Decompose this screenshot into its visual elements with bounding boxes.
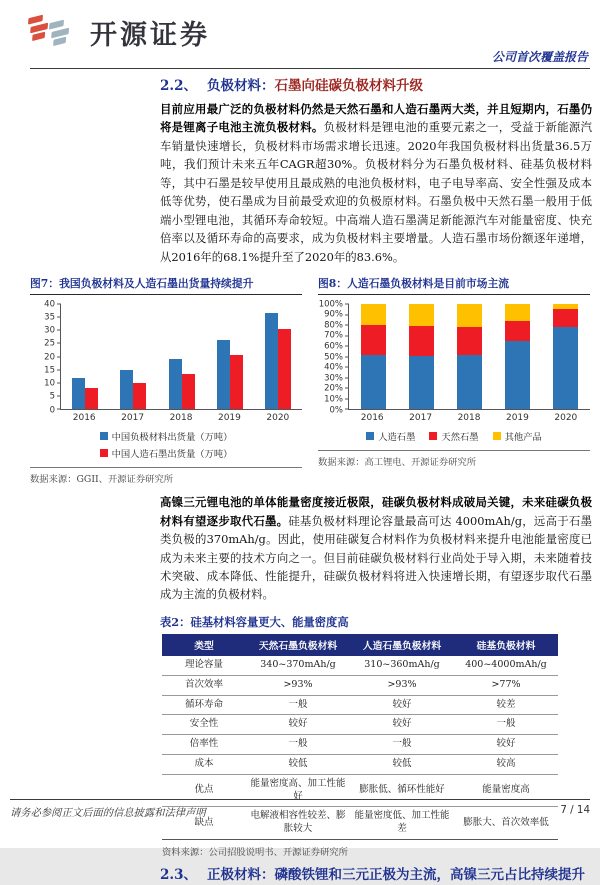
figures-row [30,276,590,485]
paragraph-2-lead: 高镍三元锂电池的单体能量密度接近极限，硅碳负极材料成破局关键，未来硅碳负极材料有望逐步取代石墨。 [160,495,592,528]
x-tick-label: 2020 [266,413,290,424]
paragraph-2 [160,493,592,604]
section-subtitle: 磷酸铁锂和三元正极为主流，高镍三元占比持续提升 [274,867,585,884]
bar-group [349,304,397,409]
cell: 一般 [246,735,350,755]
y-tick-label: 20% [324,383,343,394]
figure-7 [30,276,302,485]
cell: 能量密度低、加工性能差 [350,807,454,840]
y-tick-label: 0 [49,404,55,415]
x-tick-label: 2017 [121,413,145,424]
y-tick-label: 15 [44,365,55,376]
bar [217,340,230,410]
bar-segment [457,304,482,327]
legend-item [493,429,542,443]
bar [182,374,195,409]
section-label: 负极材料： [207,78,275,94]
y-tick-label: 5 [49,391,55,402]
bar-groups [61,304,302,409]
figure-8-chart [318,298,590,444]
bar-segment [505,321,530,341]
y-tick-label: 90% [324,309,343,320]
bar [230,355,243,410]
cell: 能量密度高 [454,774,558,807]
figure-7-chart [30,298,302,461]
bar-segment [361,304,386,325]
row-header: 首次效率 [162,675,246,695]
plot-area [60,304,302,410]
bar-segment [409,356,434,410]
cell: 膨胀大、首次效率低 [454,807,558,840]
y-tick-label: 0% [329,404,343,415]
bar-segment [457,327,482,354]
row-header: 优点 [162,774,246,807]
bar-segment [409,304,434,326]
stacked-bar [361,304,386,409]
table-header-row [162,634,558,656]
bar-segment [409,326,434,355]
paragraph-1-text: 负极材料是锂电池的重要元素之一，受益于新能源汽车销量快速增长，负极材料市场需求增长迅速。2020年我国负极材料出货量36.5万吨，我们预计未来五年CAGR超30%。负极材料分为石墨负极材料、硅基负极材料等，其中石墨是较早使用且最成熟的电池负极材料，电子电导率高、安全性强及成本低等优势，使石墨成为目前最受欢迎的负极原材料。石墨负极中天然石墨一般用于低端小型锂电池，其循环寿命较短。中高端人造石墨满足新能源汽车对能量密度、快充倍率以及循环寿命的高要求，成为负极材料主要增量。人造石墨市场份额逐年递增，从2016年的68.1%提升至了2020年的83.6%。 [160,120,592,264]
table-row [162,754,558,774]
legend-swatch [366,432,374,440]
bar-group [254,304,302,409]
bar-groups [349,304,590,409]
y-tick-label: 35 [44,312,55,323]
stacked-bar [553,304,578,409]
header-divider [30,68,590,69]
section-subtitle: 石墨向硅碳负极材料升级 [274,78,423,94]
paragraph-1-lead: 目前应用最广泛的负极材料仍然是天然石墨和人造石墨两大类，并且短期内，石墨仍将是锂离子电池主流负极材料。 [160,101,592,135]
legend-item [100,429,233,443]
footer-disclaimer: 请务必参阅正文后面的信息披露和法律声明 [10,807,206,819]
x-axis-labels [348,413,590,423]
legend-swatch [100,449,108,457]
legend [30,429,302,460]
legend-label: 天然石墨 [441,432,479,444]
bar-group [206,304,254,409]
table-title: 表2：硅基材料容量更大、能量密度高 [160,614,349,629]
row-header: 安全性 [162,715,246,735]
bar [120,370,133,409]
x-tick-label: 2018 [169,413,193,424]
column-header: 硅基负极材料 [454,634,558,656]
paragraph-2-text: 硅基负极材料理论容量最高可达 4000mAh/g，远高于石墨类负极的370mAh/g。因此，使用硅碳复合材料作为负极材料来提升电池能量密度已成为未来主要的技术方向之一。但目前硅碳负极材料行业尚处于导入期，未来随着技术突破、成本降低、性能提升，硅碳负极材料将进入快速增长期，有望逐步取代石墨成为主流的负极材料。 [160,513,592,602]
brand-name: 开源证券 [90,19,210,51]
x-tick-label: 2016 [72,413,96,424]
bar-segment [553,309,578,327]
bar-segment [361,355,386,410]
cell: 一般 [350,735,454,755]
cell: 较好 [454,735,558,755]
bar-segment [457,355,482,410]
cell: 一般 [454,715,558,735]
x-tick-label: 2020 [554,413,578,424]
stacked-bar [409,304,434,409]
bar [85,388,98,409]
bar-group [542,304,590,409]
cell: >77% [454,675,558,695]
row-header: 缺点 [162,807,246,840]
y-tick-label: 100% [318,298,343,309]
cell: 较低 [350,754,454,774]
table-row [162,715,558,735]
legend-label: 其他产品 [504,432,542,444]
row-header: 倍率性 [162,735,246,755]
x-axis-labels [60,413,302,423]
cell: 310~360mAh/g [350,656,454,675]
x-tick-label: 2016 [360,413,384,424]
bar-group [109,304,157,409]
y-tick-label: 80% [324,320,343,331]
table-row [162,656,558,675]
x-tick-label: 2019 [217,413,241,424]
stacked-bar [505,304,530,409]
section-2-3-heading [160,866,592,885]
bar [265,313,278,409]
cell: 较好 [246,715,350,735]
row-header: 成本 [162,754,246,774]
cell: 电解液相容性较差、膨胀较大 [246,807,350,840]
figure-7-divider [30,467,302,468]
legend-item [100,446,233,460]
y-tick-label: 10% [324,394,343,405]
legend-swatch [429,432,437,440]
cell: 一般 [246,695,350,715]
table-row [162,735,558,755]
table-source: 资料来源：公司招股说明书、开源证券研究所 [162,847,348,859]
page-header [0,0,600,69]
brand-logo-icon [30,12,80,52]
cell: 较好 [350,715,454,735]
figure-8-divider [318,450,590,451]
bar-segment [553,327,578,409]
legend-label: 中国人造石墨出货量（万吨） [111,449,233,461]
chart-stacked-bar [318,298,590,415]
y-axis [318,298,348,415]
legend-swatch [493,432,501,440]
x-tick-label: 2019 [505,413,529,424]
bar-group [494,304,542,409]
column-header: 人造石墨负极材料 [350,634,454,656]
table-row [162,675,558,695]
plot-area [348,304,590,410]
brand-logo [30,12,590,52]
page-footer [10,799,590,819]
figure-8 [318,276,590,485]
legend-label: 人造石墨 [378,432,416,444]
bar-group [397,304,445,409]
y-tick-label: 40% [324,362,343,373]
logo-red-strokes-icon [27,14,50,41]
section-number: 2.2、 [160,78,197,94]
x-tick-label: 2017 [409,413,433,424]
cell: 340~370mAh/g [246,656,350,675]
cell: 膨胀低、循环性能好 [350,774,454,807]
column-header: 天然石墨负极材料 [246,634,350,656]
y-tick-label: 20 [44,351,55,362]
row-header: 理论容量 [162,656,246,675]
report-type-label: 公司首次覆盖报告 [491,50,588,64]
bar-group [61,304,109,409]
y-tick-label: 30 [44,325,55,336]
y-tick-label: 10 [44,378,55,389]
page-number: 7 / 14 [560,804,590,816]
bar-segment [505,304,530,321]
legend [318,429,590,443]
section-number: 2.3、 [160,867,197,884]
legend-item [429,429,478,443]
bar [278,329,291,409]
figure-8-title: 图8：人造石墨负极材料是目前市场主流 [318,276,590,295]
figure-7-source: 数据来源：GGII、开源证券研究所 [30,474,174,486]
cell: 较低 [246,754,350,774]
cell: 较高 [454,754,558,774]
bar [169,359,182,409]
figure-7-title: 图7：我国负极材料及人造石墨出货量持续提升 [30,276,302,295]
cell: >93% [350,675,454,695]
logo-gray-strokes-icon [48,19,71,46]
y-tick-label: 25 [44,338,55,349]
legend-label: 中国负极材料出货量（万吨） [111,432,233,444]
y-axis [30,298,60,415]
y-tick-label: 50% [324,351,343,362]
cell: 能量密度高、加工性能好 [246,774,350,807]
section-label: 正极材料： [207,867,275,884]
paragraph-1 [160,100,592,266]
legend-swatch [100,432,108,440]
figure-8-source: 数据来源：高工锂电、开源证券研究所 [318,457,477,469]
cell: >93% [246,675,350,695]
row-header: 循环寿命 [162,695,246,715]
bar [72,378,85,409]
bar-group [157,304,205,409]
bar [133,383,146,409]
bar-segment [361,325,386,354]
section-2-2-heading [160,77,592,96]
y-tick-label: 70% [324,330,343,341]
column-header: 类型 [162,634,246,656]
bar-segment [505,341,530,409]
table-row [162,695,558,715]
y-tick-label: 30% [324,373,343,384]
cell: 400~4000mAh/g [454,656,558,675]
cell: 较好 [350,695,454,715]
y-tick-label: 60% [324,341,343,352]
cell: 较差 [454,695,558,715]
legend-item [366,429,415,443]
stacked-bar [457,304,482,409]
x-tick-label: 2018 [457,413,481,424]
bar-group [445,304,493,409]
chart-bar [30,298,302,415]
y-tick-label: 40 [44,298,55,309]
